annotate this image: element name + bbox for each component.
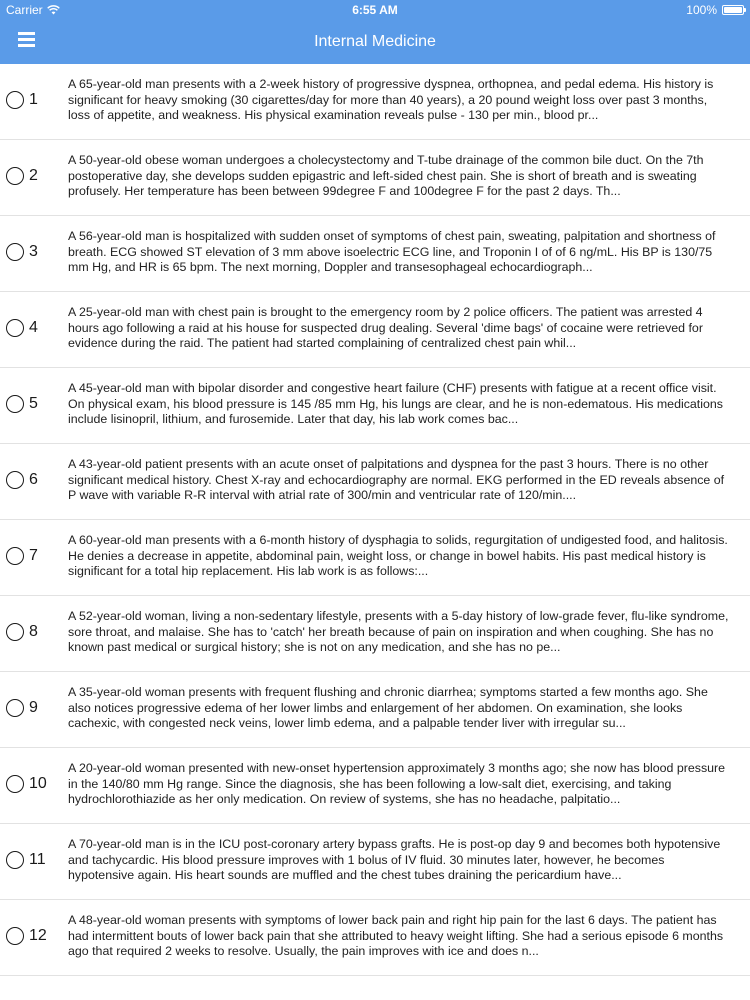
status-right: [686, 0, 744, 20]
question-number: 2: [29, 167, 38, 184]
question-text: A 45-year-old man with bipolar disorder and congestive heart failure (CHF) presents with fatigue at a recent office visit. On physical exam, his blood pressure is 145 /85 mm Hg, his lungs are clear, and he is non-edematous. His medications include lisinopril, lithium, and furosemide. Later that day, his lab work comes bac...: [68, 381, 723, 426]
question-text: A 48-year-old woman presents with symptoms of lower back pain and right hip pain for the last 6 days. The patient has had intermittent bouts of lower back pain that she attributed to heavy weight lifting. She had a serious episode 6 months ago that required 2 weeks to resolve. Usually, the pain improves with ice and does n...: [68, 913, 724, 958]
radio-button[interactable]: [6, 395, 24, 413]
question-number: 11: [29, 851, 46, 868]
question-number: 5: [29, 395, 38, 412]
question-row[interactable]: [0, 520, 750, 596]
question-text: A 65-year-old man presents with a 2-week history of progressive dyspnea, orthopnea, and pedal edema. His history is significant for heavy smoking (30 cigarettes/day for more than 40 years), a 20 pound weight loss over past 3 months, loss of appetite, and weakness. His physical examination reveals pulse - 130 per min., blood pr...: [68, 77, 714, 122]
question-text: A 43-year-old patient presents with an acute onset of palpitations and dyspnea for the past 3 hours. There is no other significant medical history. Chest X-ray and echocardiography are normal. EKG performed in the ED reveals absence of P wave with variable R-R interval with atrial rate of 300/min and ventricular rate of 120/min....: [68, 457, 725, 502]
question-row[interactable]: [0, 900, 750, 976]
battery-icon: [722, 5, 744, 15]
question-row[interactable]: [0, 140, 750, 216]
question-number: 3: [29, 243, 38, 260]
question-number: 8: [29, 623, 38, 640]
radio-button[interactable]: [6, 167, 24, 185]
question-list: [0, 64, 750, 976]
question-text: A 56-year-old man is hospitalized with sudden onset of symptoms of chest pain, sweating, palpitation and shortness of breath. ECG showed ST elevation of 3 mm above isoelectric ECG line, and Troponin I of of 6 ng/mL. His BP is 130/75 mm Hg, and HR is 65 bpm. The next morning, Doppler and transesophageal echocardiograph...: [68, 229, 716, 274]
radio-button[interactable]: [6, 471, 24, 489]
radio-button[interactable]: [6, 699, 24, 717]
nav-bar: [0, 20, 750, 64]
radio-button[interactable]: [6, 91, 24, 109]
question-number: 7: [29, 547, 38, 564]
radio-button[interactable]: [6, 319, 24, 337]
question-row[interactable]: [0, 64, 750, 140]
question-text: A 52-year-old woman, living a non-sedentary lifestyle, presents with a 5-day history of low-grade fever, flu-like syndrome, sore throat, and malaise. She has to 'catch' her breath because of pain on inspiration and when coughing. She has no known past medical or surgical history; she is not on any medication, and she has no pe...: [68, 609, 729, 654]
question-row[interactable]: [0, 368, 750, 444]
radio-button[interactable]: [6, 851, 24, 869]
carrier-label: Carrier: [6, 3, 43, 17]
battery-percent: 100%: [686, 3, 717, 17]
question-text: A 70-year-old man is in the ICU post-coronary artery bypass grafts. He is post-op day 9 and becomes both hypotensive and tachycardic. His blood pressure improves with 1 bolus of IV fluid. 30 minutes later, however, he becomes hypotensive again. His heart sounds are muffled and the chest tubes draining the pericardium have...: [68, 837, 721, 882]
question-number: 6: [29, 471, 38, 488]
question-row[interactable]: [0, 596, 750, 672]
question-row[interactable]: [0, 672, 750, 748]
status-bar: [0, 0, 750, 20]
radio-button[interactable]: [6, 243, 24, 261]
question-text: A 20-year-old woman presented with new-onset hypertension approximately 3 months ago; she now has blood pressure in the 140/80 mm Hg range. Since the diagnosis, she has been following a low-salt diet, exercising, and taking hydrochlorothiazide as her only medication. On review of systems, she has no headache, palpitatio...: [68, 761, 726, 806]
question-number: 9: [29, 699, 38, 716]
question-row[interactable]: [0, 748, 750, 824]
question-text: A 60-year-old man presents with a 6-month history of dysphagia to solids, regurgitation of undigested food, and halitosis. He denies a decrease in appetite, abdominal pain, weight loss, or change in bowel habits. His past medical history is significant for a total hip replacement. His lab work is as follows:...: [68, 533, 728, 578]
question-number: 12: [29, 927, 47, 944]
page-title: Internal Medicine: [314, 33, 436, 50]
header: [0, 0, 750, 64]
question-text: A 50-year-old obese woman undergoes a cholecystectomy and T-tube drainage of the common bile duct. On the 7th postoperative day, she develops sudden epigastric and left-sided chest pain. She is short of breath and is sweating profusely. Her temperature has been between 99degree F and 100degree F for the past 2 days. Th...: [68, 153, 704, 198]
question-row[interactable]: [0, 292, 750, 368]
question-row[interactable]: [0, 824, 750, 900]
question-number: 10: [29, 775, 47, 792]
question-row[interactable]: [0, 444, 750, 520]
question-text: A 35-year-old woman presents with frequent flushing and chronic diarrhea; symptoms started a few months ago. She also notices progressive edema of her lower limbs and enlargement of her abdomen. On examination, she looks cachexic, with congested neck veins, lower limb edema, and a palpable tender liver with irregular su...: [68, 685, 708, 730]
question-number: 4: [29, 319, 38, 336]
status-time: 6:55 AM: [352, 3, 398, 17]
radio-button[interactable]: [6, 775, 24, 793]
radio-button[interactable]: [6, 547, 24, 565]
question-row[interactable]: [0, 216, 750, 292]
radio-button[interactable]: [6, 623, 24, 641]
question-number: 1: [29, 91, 38, 108]
question-text: A 25-year-old man with chest pain is brought to the emergency room by 2 police officers. The patient was arrested 4 hours ago following a raid at his house for suspected drug dealing. Several 'dime bags' of cocaine were retrieved for evidence during the raid. The patient had started complaining of centralized chest pain whil...: [68, 305, 703, 350]
radio-button[interactable]: [6, 927, 24, 945]
